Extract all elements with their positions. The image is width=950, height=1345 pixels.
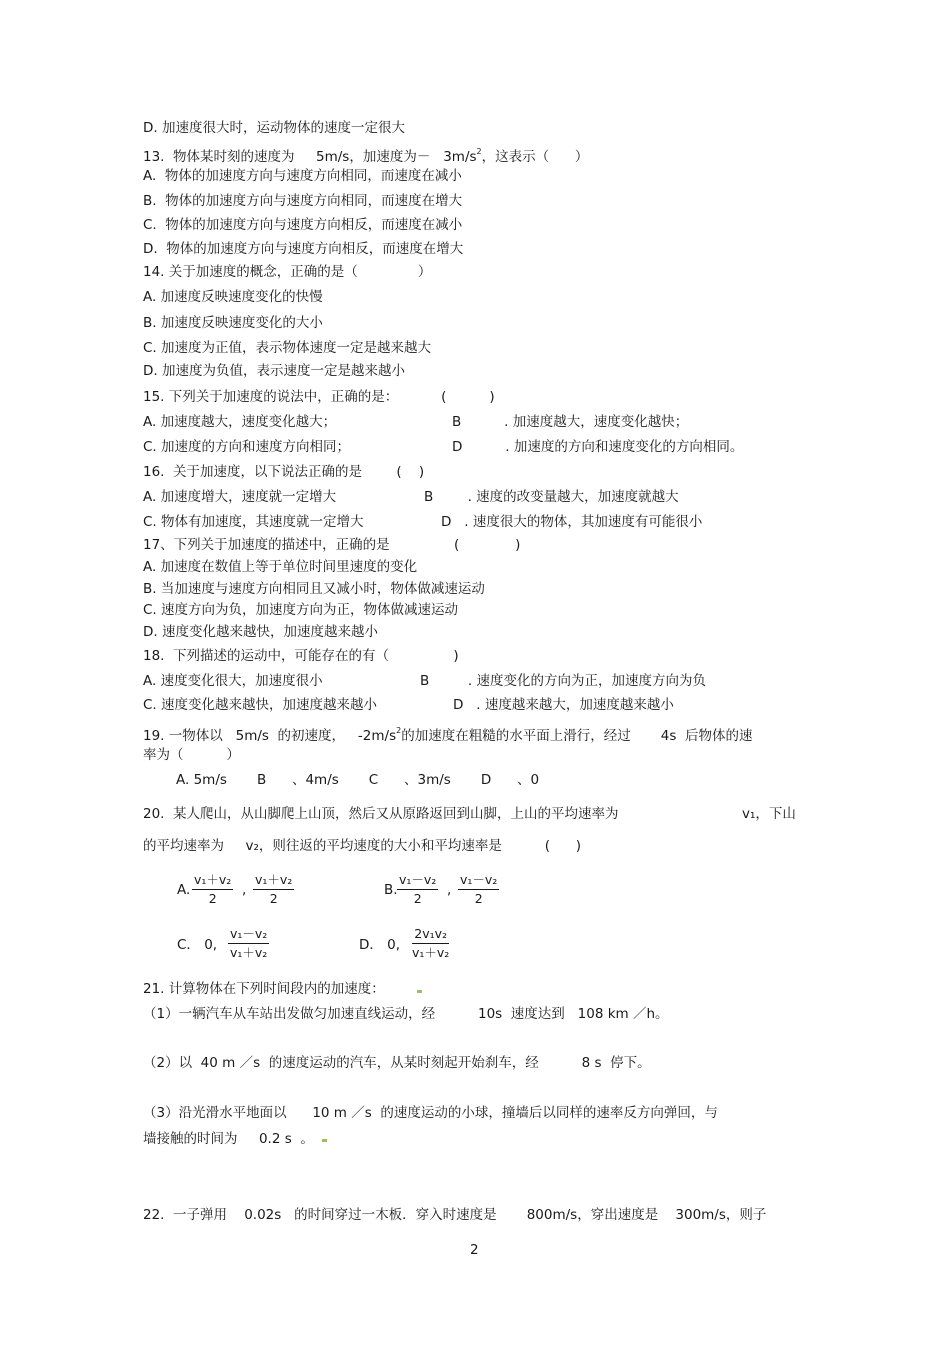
q20-choice-b-fraction-2	[458, 872, 499, 907]
fraction-numerator: v₁＋v₂	[192, 872, 233, 890]
q13-option-a: A. 物体的加速度方向与速度方向相同，而速度在减小	[143, 168, 462, 184]
q20-choice-a-fraction-2	[253, 872, 294, 907]
fraction-denominator: v₁＋v₂	[230, 945, 268, 960]
fraction-denominator: v₁＋v₂	[412, 945, 450, 960]
scan-mark	[417, 990, 422, 993]
q15-option-d: D . 加速度的方向和速度变化的方向相同。	[452, 439, 744, 455]
q18-option-d: D . 速度越来越大，加速度越来越小	[453, 697, 674, 713]
fraction-numerator: v₁＋v₂	[253, 872, 294, 890]
q20-choice-a-separator: ,	[242, 882, 247, 898]
q16-option-b: B . 速度的改变量越大，加速度就越大	[424, 489, 679, 505]
fraction-numerator: v₁－v₂	[228, 926, 269, 944]
q19-line-2: 率为（ ）	[143, 747, 240, 763]
q21-part-3-line-1: （3）沿光滑水平地面以 10 m ／s 的速度运动的小球，撞墙后以同样的速率反方向弹回，与	[143, 1105, 718, 1121]
q20-choice-b-fraction-1	[397, 872, 438, 907]
question-16: 16. 关于加速度，以下说法正确的是 ( )	[143, 464, 425, 480]
q14-option-b: B. 加速度反映速度变化的大小	[143, 315, 323, 331]
q18-option-a: A. 速度变化很大，加速度很小	[143, 673, 323, 689]
q15-option-a: A. 加速度越大，速度变化越大；	[143, 414, 337, 430]
q20-choice-a-label: A.	[177, 882, 191, 898]
question-22: 22. 一子弹用 0.02s 的时间穿过一木板．穿入时速度是 800m/s，穿出速度是 300m/s，则子	[143, 1207, 767, 1223]
q20-choice-a-fraction-1	[192, 872, 233, 907]
q20-choice-c-fraction	[228, 926, 269, 961]
question-18: 18. 下列描述的运动中，可能存在的有（ )	[143, 648, 459, 664]
fraction-numerator: 2v₁v₂	[412, 926, 449, 944]
q17-option-c: C. 速度方向为负，加速度方向为正，物体做减速运动	[143, 602, 459, 618]
q14-option-d: D. 加速度为负值，表示速度一定是越来越小	[143, 363, 405, 379]
question-14: 14. 关于加速度的概念，正确的是（ ）	[143, 264, 432, 280]
q20-choice-b-label: B.	[384, 882, 398, 898]
q17-option-a: A. 加速度在数值上等于单位时间里速度的变化	[143, 559, 418, 575]
q14-option-c: C. 加速度为正值，表示物体速度一定是越来越大	[143, 340, 432, 356]
q13-option-c: C. 物体的加速度方向与速度方向相反，而速度在减小	[143, 217, 463, 233]
question-19: 19. 一物体以 5m/s 的初速度， $-2m/s^2$的加速度在粗糙的水平面上滑行，经过 4s 后物体的速	[143, 726, 753, 744]
fraction-denominator: 2	[413, 891, 422, 906]
fraction-numerator: v₁－v₂	[397, 872, 438, 890]
q17-option-d: D. 速度变化越来越快，加速度越来越小	[143, 624, 378, 640]
scan-mark	[322, 1139, 327, 1142]
q13-option-d: D. 物体的加速度方向与速度方向相反，而速度在增大	[143, 241, 464, 257]
q20-choice-d-fraction	[412, 926, 449, 961]
question-17: 17、下列关于加速度的描述中，正确的是 ( )	[143, 537, 521, 553]
question-15: 15. 下列关于加速度的说法中，正确的是： ( )	[143, 389, 495, 405]
question-21: 21. 计算物体在下列时间段内的加速度：	[143, 981, 385, 997]
q16-option-d: D . 速度很大的物体，其加速度有可能很小	[441, 514, 703, 530]
q17-option-b: B. 当加速度与速度方向相同且又减小时，物体做减速运动	[143, 581, 485, 597]
q21-part-2: （2）以 40 m ／s 的速度运动的汽车，从某时刻起开始刹车，经 8 s 停下。	[143, 1055, 651, 1071]
fraction-numerator: v₁－v₂	[458, 872, 499, 890]
q18-option-b: B . 速度变化的方向为正，加速度方向为负	[420, 673, 706, 689]
q13-option-b: B. 物体的加速度方向与速度方向相同，而速度在增大	[143, 193, 463, 209]
q21-part-3-line-2: 墙接触的时间为 0.2 s 。	[143, 1131, 314, 1147]
q20-choice-d-label: D． 0,	[359, 937, 401, 953]
q14-option-a: A. 加速度反映速度变化的快慢	[143, 289, 323, 305]
q20-choice-b-separator: ,	[447, 882, 452, 898]
q19-options: A. 5m/s B 、4m/s C 、3m/s D 、0	[176, 772, 540, 788]
fraction-denominator: 2	[474, 891, 483, 906]
q15-option-c: C. 加速度的方向和速度方向相同；	[143, 439, 351, 455]
q18-option-c: C. 速度变化越来越快，加速度越来越小	[143, 697, 378, 713]
q16-option-a: A. 加速度增大，速度就一定增大	[143, 489, 337, 505]
fraction-denominator: 2	[269, 891, 278, 906]
q20-choice-c-label: C． 0,	[177, 937, 218, 953]
q16-option-c: C. 物体有加速度，其速度就一定增大	[143, 514, 364, 530]
fraction-denominator: 2	[208, 891, 217, 906]
question-20-line-2: 的平均速率为 v₂，则往返的平均速度的大小和平均速率是 ( )	[143, 838, 582, 854]
q15-option-b: B . 加速度越大，速度变化越快；	[452, 414, 689, 430]
q20-v1-label: v₁，下山	[742, 806, 796, 822]
question-13: 13. 物体某时刻的速度为 5m/s，加速度为－ $3m/s^2$，这表示（ ）	[143, 147, 589, 165]
q12-option-d: D. 加速度很大时，运动物体的速度一定很大	[143, 120, 405, 136]
page-number: 2	[470, 1242, 479, 1258]
question-20-line-1: 20. 某人爬山，从山脚爬上山顶，然后又从原路返回到山脚，上山的平均速率为	[143, 806, 619, 822]
q21-part-1: （1）一辆汽车从车站出发做匀加速直线运动，经 10s 速度达到 108 km ／h。	[143, 1006, 669, 1022]
